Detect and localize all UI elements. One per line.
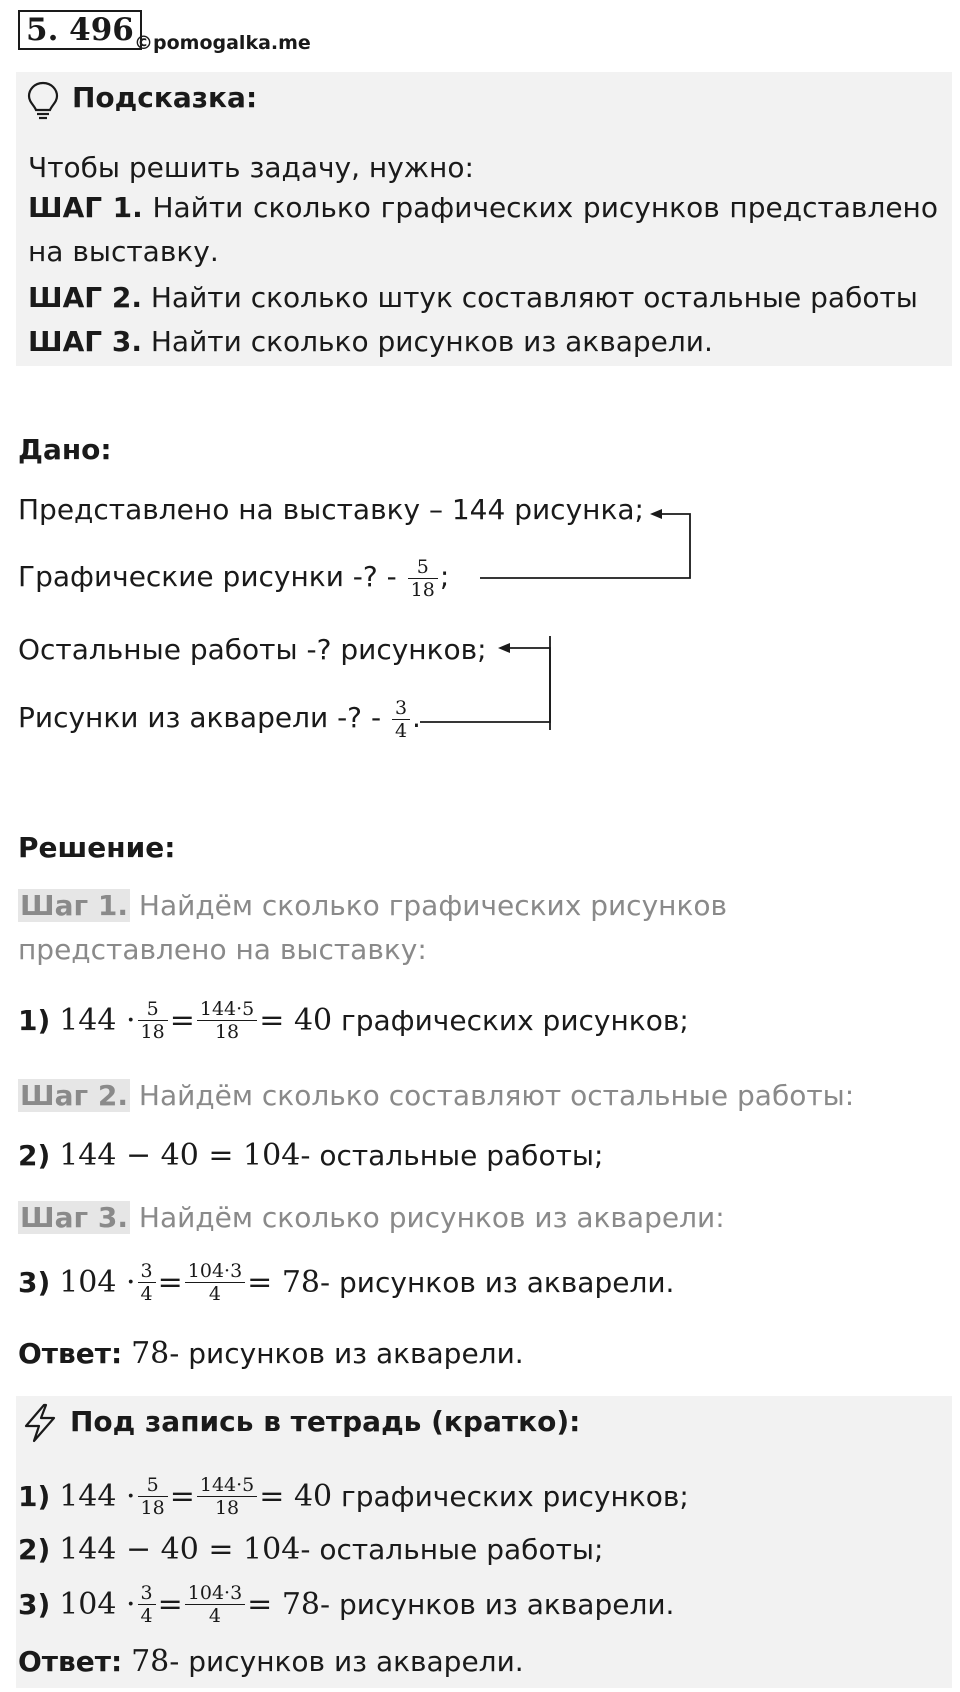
equation-number: 2)	[18, 1139, 51, 1172]
fraction-den: 18	[214, 1021, 240, 1043]
given-title: Дано:	[18, 433, 112, 466]
notebook-answer	[18, 1640, 524, 1684]
fraction	[138, 998, 168, 1043]
step-1-text: Найдём сколько графических рисунков представлено на выставку:	[18, 889, 727, 966]
notebook-title: Под запись в тетрадь (кратко):	[70, 1405, 581, 1438]
fraction-num: 144·5	[197, 998, 257, 1021]
step-3-text: Найдём сколько рисунков из акварели:	[138, 1201, 725, 1234]
fraction-num: 5	[138, 998, 168, 1021]
given-line-other: Остальные работы -? рисунков;	[18, 633, 487, 666]
equals-sign: =	[169, 1002, 195, 1038]
fraction	[185, 1260, 245, 1305]
arrow-watercolor-to-other	[420, 648, 550, 722]
fraction	[138, 1474, 168, 1519]
hint-step-1-label: ШАГ 1.	[28, 191, 143, 224]
fraction-den: 4	[140, 1283, 153, 1305]
equation-number: 3)	[18, 1587, 51, 1621]
step-3-label: Шаг 3.	[20, 1201, 128, 1234]
equals-sign: =	[157, 1586, 183, 1622]
equation-part: 144 ·	[59, 1002, 136, 1038]
equation-1	[18, 998, 689, 1043]
equation-tail: - остальные работы;	[300, 1533, 604, 1566]
solution-step-2	[18, 1074, 854, 1118]
fraction	[185, 1582, 245, 1627]
given-line-total: Представлено на выставку – 144 рисунка;	[18, 493, 644, 526]
equation-tail: графических рисунков;	[332, 1479, 689, 1513]
given-watercolor-suffix: .	[412, 701, 421, 734]
equation-result: = 40	[259, 1002, 333, 1038]
hint-step-3-label: ШАГ 3.	[28, 325, 142, 358]
equation-part: 104 ·	[59, 1586, 136, 1622]
fraction-num: 3	[392, 697, 410, 720]
hint-step-2-label: ШАГ 2.	[28, 281, 142, 314]
solution-answer	[18, 1332, 524, 1376]
fraction-den: 4	[208, 1605, 222, 1627]
fraction-num: 5	[408, 556, 438, 579]
equation-tail: графических рисунков;	[332, 1003, 689, 1037]
fraction-den: 4	[394, 719, 408, 742]
fraction-num: 3	[138, 1260, 156, 1283]
equation-number: 1)	[18, 1479, 51, 1513]
fraction-den: 18	[140, 1497, 165, 1519]
hint-step-2-text: Найти сколько штук составляют остальные работы	[150, 281, 918, 314]
equation-result: = 78	[247, 1586, 321, 1622]
given-graphic-label: Графические рисунки -? -	[18, 560, 397, 593]
step-1-label: Шаг 1.	[20, 889, 128, 922]
solution-title: Решение:	[18, 831, 176, 864]
fraction-num: 144·5	[197, 1474, 257, 1497]
fraction-den: 18	[410, 578, 435, 601]
fraction-num: 3	[138, 1582, 156, 1605]
hint-step-3-text: Найти сколько рисунков из акварели.	[150, 325, 713, 358]
fraction	[197, 998, 257, 1043]
fraction-den: 18	[140, 1021, 165, 1043]
given-watercolor-label: Рисунки из акварели -? -	[18, 701, 382, 734]
answer-text: - рисунков из акварели.	[169, 1337, 524, 1370]
hint-title: Подсказка:	[72, 81, 258, 114]
equation-number: 1)	[18, 1003, 51, 1037]
fraction	[138, 1582, 156, 1627]
answer-value: 78	[131, 1644, 170, 1679]
problem-number-badge: 5. 496	[18, 10, 142, 50]
equation-result: = 40	[259, 1478, 333, 1514]
equation-part: 104 ·	[59, 1264, 136, 1300]
equation-tail: - рисунков из акварели.	[320, 1265, 675, 1299]
fraction-num: 5	[138, 1474, 168, 1497]
fraction-num: 104·3	[185, 1260, 245, 1283]
equation-result: = 78	[247, 1264, 321, 1300]
solution-step-1	[18, 884, 938, 972]
answer-label: Ответ:	[18, 1337, 123, 1370]
equation-part: 144 − 40 = 104	[59, 1532, 301, 1567]
hint-step-1-text: Найти сколько графических рисунков представлено на выставку.	[28, 191, 938, 268]
equals-sign: =	[157, 1264, 183, 1300]
fraction-num: 104·3	[185, 1582, 245, 1605]
hint-intro: Чтобы решить задачу, нужно:	[28, 151, 474, 184]
fraction	[197, 1474, 257, 1519]
equation-part: 144 ·	[59, 1478, 136, 1514]
fraction	[138, 1260, 156, 1305]
notebook-equation-3	[18, 1582, 674, 1627]
equation-number: 2)	[18, 1533, 51, 1566]
fraction-den: 18	[214, 1497, 240, 1519]
equation-part: 144 − 40 = 104	[59, 1138, 301, 1173]
notebook-equation-2	[18, 1528, 603, 1572]
arrowhead	[650, 509, 662, 519]
answer-value: 78	[131, 1336, 170, 1371]
watermark: ©pomogalka.me	[134, 32, 311, 54]
arrowhead	[498, 643, 510, 653]
given-graphic-suffix: ;	[439, 560, 450, 593]
relation-arrows	[0, 0, 960, 760]
notebook-equation-1	[18, 1474, 689, 1519]
step-2-label: Шаг 2.	[20, 1079, 128, 1112]
arrow-graphic-to-total	[480, 514, 690, 578]
equals-sign: =	[169, 1478, 195, 1514]
lightning-icon	[20, 1402, 60, 1444]
equation-number: 3)	[18, 1265, 51, 1299]
equation-tail: - остальные работы;	[300, 1139, 604, 1172]
equation-tail: - рисунков из акварели.	[320, 1587, 675, 1621]
fraction-den: 4	[140, 1605, 153, 1627]
equation-3	[18, 1260, 674, 1305]
step-2-text: Найдём сколько составляют остальные работы:	[138, 1079, 855, 1112]
answer-text: - рисунков из акварели.	[169, 1645, 524, 1678]
fraction-den: 4	[208, 1283, 222, 1305]
solution-step-3	[18, 1196, 725, 1240]
answer-label: Ответ:	[18, 1645, 123, 1678]
equation-2	[18, 1134, 603, 1178]
